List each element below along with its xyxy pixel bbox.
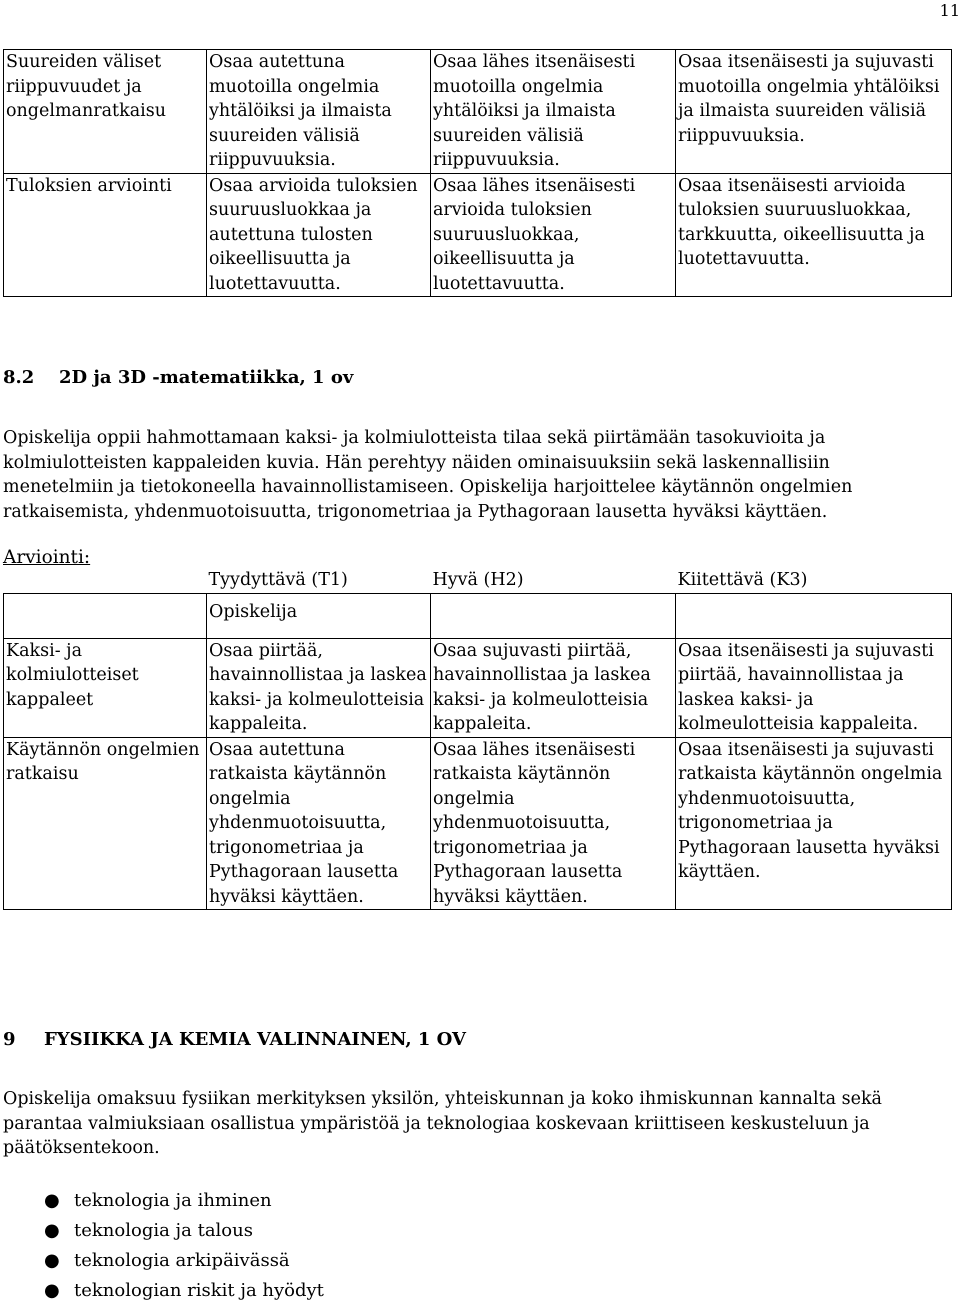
header-k3: Kiitettävä (K3) — [677, 570, 808, 590]
k3-cell: Osaa itsenäisesti ja sujuvasti piirtää, havainnollistaa ja laskea kaksi- ja kolmeulotteisia kappaleita. — [676, 638, 952, 737]
section-heading-8-2 — [3, 366, 353, 390]
table-row — [4, 50, 952, 174]
bullet-icon: ● — [44, 1220, 60, 1241]
header-h2: Hyvä (H2) — [432, 570, 524, 590]
section-body-9: Opiskelija omaksuu fysiikan merkityksen yksilön, yhteiskunnan ja koko ihmiskunnan kannalta sekä parantaa valmiuksiaan osallistua ympäristöä ja teknologiaa koskevaan kriittiseen keskusteluun ja päätöksentekoon. — [3, 1089, 882, 1158]
t1-cell: Osaa piirtää, havainnollistaa ja laskea kaksi- ja kolmeulotteisia kappaleita. — [207, 638, 431, 737]
bullet-icon: ● — [44, 1190, 60, 1211]
section-number: 8.2 — [3, 367, 35, 388]
table-row — [4, 173, 952, 297]
header-t1: Tyydyttävä (T1) — [208, 570, 348, 590]
page-number: 11 — [939, 1, 960, 20]
list-item-label: teknologian riskit ja hyödyt — [74, 1280, 324, 1301]
table-header-row — [4, 568, 952, 593]
section-body-8-2: Opiskelija oppii hahmottamaan kaksi- ja kolmiulotteista tilaa sekä piirtämään tasokuvioita ja kolmiulotteisten kappaleiden kuvia. Hän perehtyy näiden ominaisuuksiin sekä laskennallisiin menetelmiin ja tietokoneella havainnollistamiseen. Opiskelija harjoittelee käytännön ongelmien ratkaisemista, yhdenmuotoisuutta, trigonometriaa ja Pythagoraan lausetta hyväksi käyttäen. — [3, 428, 853, 522]
table-row — [4, 638, 952, 737]
criterion-cell: Kaksi- ja kolmiulotteiset kappaleet — [4, 638, 207, 737]
k3-cell: Osaa itsenäisesti ja sujuvasti ratkaista käytännön ongelmia yhdenmuotoisuutta, trigonometriaa ja Pythagoraan lausetta hyväksi käyttäen. — [676, 737, 952, 910]
assessment-table-2 — [3, 568, 952, 910]
h2-cell: Osaa lähes itsenäisesti muotoilla ongelmia yhtälöiksi ja ilmaista suureiden välisiä riippuvuuksia. — [431, 50, 676, 174]
section-number: 9 — [3, 1029, 16, 1050]
t1-cell: Osaa arvioida tuloksien suuruusluokkaa ja autettuna tulosten oikeellisuutta ja luotettavuutta. — [207, 173, 431, 297]
bullet-icon: ● — [44, 1250, 60, 1271]
list-item-label: teknologia arkipäivässä — [74, 1250, 290, 1271]
subject-label: Opiskelija — [207, 593, 431, 638]
criterion-cell: Käytännön ongelmien ratkaisu — [4, 737, 207, 910]
list-item — [44, 1186, 324, 1216]
bullet-icon: ● — [44, 1280, 60, 1301]
t1-cell: Osaa autettuna muotoilla ongelmia yhtälöiksi ja ilmaista suureiden välisiä riippuvuuksia. — [207, 50, 431, 174]
list-item-label: teknologia ja ihminen — [74, 1190, 272, 1211]
assessment-table-1 — [3, 49, 952, 297]
k3-cell: Osaa itsenäisesti ja sujuvasti muotoilla ongelmia yhtälöiksi ja ilmaista suureiden välisiä riippuvuuksia. — [676, 50, 952, 174]
h2-cell: Osaa lähes itsenäisesti arvioida tuloksien suuruusluokkaa, oikeellisuutta ja luotettavuutta. — [431, 173, 676, 297]
criterion-cell: Suureiden väliset riippuvuudet ja ongelmanratkaisu — [4, 50, 207, 174]
t1-cell: Osaa autettuna ratkaista käytännön ongelmia yhdenmuotoisuutta, trigonometriaa ja Pythagoraan lausetta hyväksi käyttäen. — [207, 737, 431, 910]
list-item-label: teknologia ja talous — [74, 1220, 253, 1241]
k3-cell: Osaa itsenäisesti arvioida tuloksien suuruusluokkaa, tarkkuutta, oikeellisuutta ja luotettavuutta. — [676, 173, 952, 297]
arviointi-label: Arviointi: — [3, 547, 91, 568]
section-heading-9 — [3, 1028, 466, 1052]
list-item — [44, 1216, 324, 1246]
section-title: 2D ja 3D -matematiikka, 1 ov — [59, 367, 354, 388]
topic-list — [0, 1186, 324, 1306]
table-row — [4, 737, 952, 910]
list-item — [44, 1246, 324, 1276]
section-title: FYSIIKKA JA KEMIA VALINNAINEN, 1 OV — [44, 1029, 466, 1050]
h2-cell: Osaa sujuvasti piirtää, havainnollistaa ja laskea kaksi- ja kolmeulotteisia kappaleita. — [431, 638, 676, 737]
criterion-cell: Tuloksien arviointi — [4, 173, 207, 297]
h2-cell: Osaa lähes itsenäisesti ratkaista käytännön ongelmia yhdenmuotoisuutta, trigonometriaa ja Pythagoraan lausetta hyväksi käyttäen. — [431, 737, 676, 910]
table-subheader-row — [4, 593, 952, 638]
